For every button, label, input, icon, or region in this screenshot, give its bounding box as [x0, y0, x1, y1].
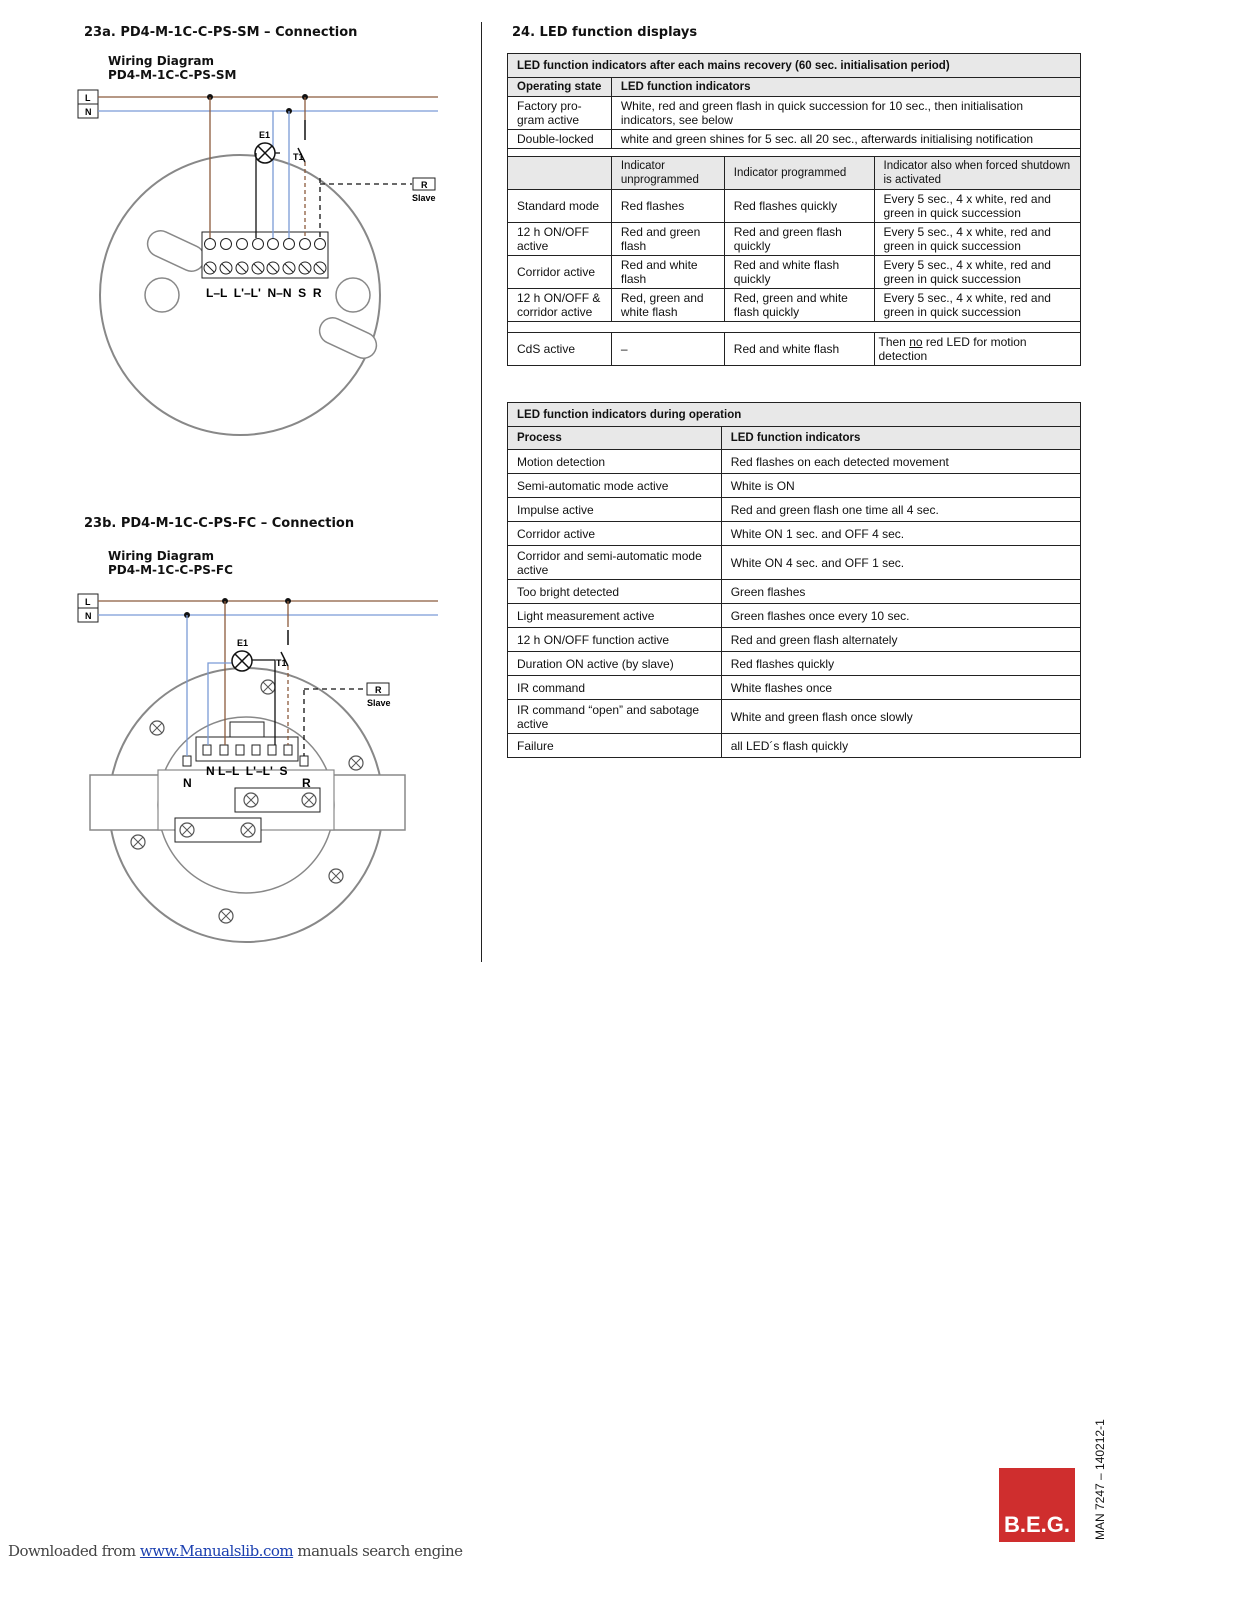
section-23a-title: 23a. PD4-M-1C-C-PS-SM – Connection [84, 25, 358, 40]
cell: Red flashes [611, 190, 724, 223]
label-L: L [85, 597, 91, 607]
footer-suffix: manuals search engine [293, 1542, 463, 1560]
label-slave: Slave [412, 193, 436, 203]
cds-text-b: red LED for motion detection [878, 335, 1027, 363]
cell: Factory pro-gram active [508, 97, 612, 130]
table-row [508, 256, 1081, 289]
table2-head-indicators: LED function indicators [721, 427, 1080, 450]
table-row [508, 223, 1081, 256]
table-row [508, 628, 1081, 652]
cell: Failure [508, 734, 722, 758]
cell: Red flashes on each detected movement [721, 450, 1080, 474]
terminal-labels-23b: N L–L L'–L' S [206, 764, 288, 778]
label-E1: E1 [259, 130, 271, 140]
cell [508, 157, 612, 190]
label-N: N [85, 611, 92, 621]
table-row [508, 130, 1081, 149]
cell: Red and white flash quickly [724, 256, 874, 289]
table-row [508, 546, 1081, 580]
table-row [508, 498, 1081, 522]
wiring-diagram-23b [0, 0, 481, 960]
table1-head-forced: Indicator also when forced shutdown is activated [874, 157, 1081, 190]
cell: 12 h ON/OFF function active [508, 628, 722, 652]
cell: 12 h ON/OFF & corridor active [508, 289, 612, 322]
table-row [508, 652, 1081, 676]
table1-head-unprogrammed: Indicator unprogrammed [611, 157, 724, 190]
table-row [508, 289, 1081, 322]
table1-title: LED function indicators after each mains recovery (60 sec. initialisation period) [508, 54, 1081, 78]
label-R: R [421, 180, 428, 190]
section-23b-title: 23b. PD4-M-1C-C-PS-FC – Connection [84, 516, 355, 531]
footer [8, 1542, 463, 1560]
cell: IR command [508, 676, 722, 700]
wiring-label-line2: PD4-M-1C-C-PS-FC [108, 563, 233, 577]
wiring-label-line2: PD4-M-1C-C-PS-SM [108, 68, 237, 82]
cell: CdS active [508, 333, 612, 366]
column-divider [481, 22, 482, 962]
cell: Corridor and semi-automatic mode active [508, 546, 722, 580]
label-R-below: R [302, 776, 311, 790]
cell: Corridor active [508, 522, 722, 546]
table-row [508, 734, 1081, 758]
cell: Green flashes once every 10 sec. [721, 604, 1080, 628]
cell: Light measurement active [508, 604, 722, 628]
led-table-operation [507, 402, 1081, 758]
cell: Green flashes [721, 580, 1080, 604]
cell: Every 5 sec., 4 x white, red and green in quick succession [874, 223, 1081, 256]
table1-head-programmed: Indicator programmed [724, 157, 874, 190]
cell: Standard mode [508, 190, 612, 223]
cds-text-a: Then [878, 335, 910, 349]
cell: Red and green flash [611, 223, 724, 256]
cell: Duration ON active (by slave) [508, 652, 722, 676]
table-row [508, 604, 1081, 628]
table-row [508, 522, 1081, 546]
logo-text: B.E.G. [1003, 1512, 1070, 1537]
footer-prefix: Downloaded from [8, 1542, 140, 1560]
cell [874, 333, 1081, 366]
table2-head-process: Process [508, 427, 722, 450]
cell: Semi-automatic mode active [508, 474, 722, 498]
label-N-below: N [183, 776, 192, 790]
cell: Red, green and white flash quickly [724, 289, 874, 322]
label-N: N [85, 107, 92, 117]
section-24-title: 24. LED function displays [512, 25, 698, 40]
label-R: R [375, 685, 382, 695]
table-row [508, 700, 1081, 734]
cell: Every 5 sec., 4 x white, red and green in quick succession [874, 190, 1081, 223]
cell: Red and green flash one time all 4 sec. [721, 498, 1080, 522]
cell: White, red and green flash in quick succession for 10 sec., then initialisation indicators, see below [611, 97, 1080, 130]
cell: White flashes once [721, 676, 1080, 700]
cell: Red flashes quickly [724, 190, 874, 223]
label-T1: T1 [293, 152, 304, 162]
cell: 12 h ON/OFF active [508, 223, 612, 256]
led-table-mains-recovery [507, 53, 1081, 366]
cell: Corridor active [508, 256, 612, 289]
cell: Impulse active [508, 498, 722, 522]
table-row [508, 190, 1081, 223]
table-row [508, 97, 1081, 130]
wiring-label-line1: Wiring Diagram [108, 549, 214, 563]
cell: Every 5 sec., 4 x white, red and green in quick succession [874, 289, 1081, 322]
table-row [508, 333, 1081, 366]
cell: – [611, 333, 724, 366]
cell: white and green shines for 5 sec. all 20 sec., afterwards initialising notification [611, 130, 1080, 149]
label-L: L [85, 93, 91, 103]
table1-head-state: Operating state [508, 78, 612, 97]
label-E1: E1 [237, 638, 249, 648]
cell: Too bright detected [508, 580, 722, 604]
table1-head-indicators: LED function indicators [611, 78, 1080, 97]
cell: Red and white flash [611, 256, 724, 289]
terminal-labels-23a: L–L L'–L' N–N S R [206, 286, 322, 300]
cds-text-underlined: no [909, 335, 923, 349]
table-row [508, 580, 1081, 604]
cell: White ON 1 sec. and OFF 4 sec. [721, 522, 1080, 546]
cell: Every 5 sec., 4 x white, red and green in quick succession [874, 256, 1081, 289]
table-row [508, 474, 1081, 498]
table-row [508, 676, 1081, 700]
table2-title: LED function indicators during operation [508, 403, 1081, 427]
label-T1: T1 [276, 658, 287, 668]
wiring-label-line1: Wiring Diagram [108, 54, 214, 68]
beg-logo [999, 1468, 1075, 1542]
cell: Motion detection [508, 450, 722, 474]
cell: White ON 4 sec. and OFF 1 sec. [721, 546, 1080, 580]
table-row [508, 450, 1081, 474]
cell: Red and green flash alternately [721, 628, 1080, 652]
cell: IR command “open” and sabotage active [508, 700, 722, 734]
cell: all LED´s flash quickly [721, 734, 1080, 758]
cell: Red flashes quickly [721, 652, 1080, 676]
cell: Red, green and white flash [611, 289, 724, 322]
document-number: MAN 7247 – 140212-1 [1093, 1419, 1107, 1540]
label-slave: Slave [367, 698, 391, 708]
cell: White and green flash once slowly [721, 700, 1080, 734]
cell: White is ON [721, 474, 1080, 498]
cell: Red and green flash quickly [724, 223, 874, 256]
cell: Double-locked [508, 130, 612, 149]
cell: Red and white flash [724, 333, 874, 366]
manualslib-link[interactable]: www.Manualslib.com [139, 1542, 294, 1560]
